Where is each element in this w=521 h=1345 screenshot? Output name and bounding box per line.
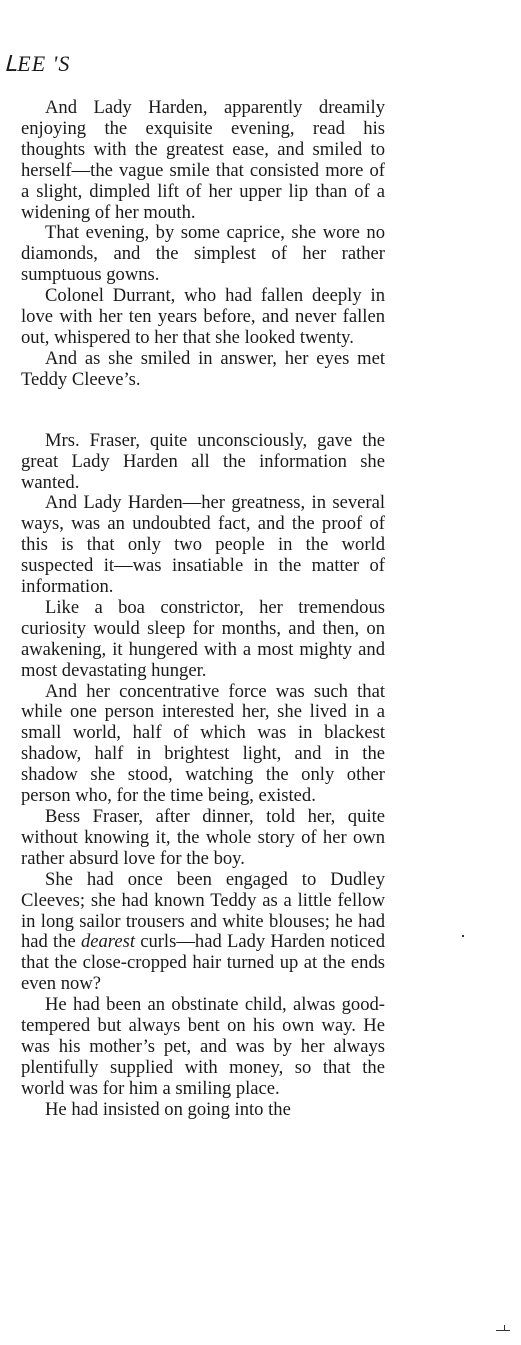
paragraph: That evening, by some caprice, she wore no diamonds, and the simplest of her rather sumptuous gowns.: [21, 222, 385, 286]
paragraph: Colonel Durrant, who had fallen deeply in love with her ten years before, and never fallen out, whispered to her that she looked twenty.: [21, 285, 385, 348]
italic-text: dearest: [80, 931, 135, 953]
paragraph: And as she smiled in answer, her eyes met Teddy Cleeve’s.: [21, 347, 385, 390]
paragraph-text: She had once been engaged to Dudley Cleeves; she had known Teddy as a little fellow in long sailor trousers and white blouses; he had had the: [21, 868, 385, 953]
paragraph: And her concentrative force was such that while one person interested her, she lived in a small world, half of which was in blackest shadow, half in brightest light, and in the shadow she stood, watching the only other person who, for the time being, existed.: [21, 680, 385, 807]
paragraph: He had insisted on going into the: [45, 1098, 291, 1120]
paragraph: And Lady Harden, apparently dreamily enjoying the exquisite evening, read his thoughts with the greatest ease, and smiled to herself—the vague smile that consisted more of a slight, dimpled lift of her upper lip than of a widening of her mouth.: [21, 97, 385, 223]
paragraph-text: curls—had Lady Harden noticed that the close-cropped hair turned up at the ends even now?: [21, 931, 385, 995]
paragraph: He had been an obstinate child, alwas good-tempered but always bent on his own way. He was his mother’s pet, and was by her always plentifully supplied with money, so that the world was for him a smiling place.: [21, 994, 385, 1099]
scan-speck: [504, 1325, 505, 1330]
paragraph: Mrs. Fraser, quite unconsciously, gave the great Lady Harden all the information she wanted.: [21, 429, 385, 493]
paragraph: Bess Fraser, after dinner, told her, quite without knowing it, the whole story of her own rather absurd love for the boy.: [21, 806, 385, 869]
paragraph: And Lady Harden—her greatness, in several ways, was an undoubted fact, and the proof of this is that only two people in the world suspected it—was insatiable in the matter of information.: [21, 492, 385, 598]
scan-speck: [496, 1330, 510, 1331]
paragraph: Like a boa constrictor, her tremendous curiosity would sleep for months, and then, on awakening, it hungered with a most mighty and most devastating hunger.: [21, 596, 385, 681]
paragraph: [21, 870, 385, 995]
text-column: [21, 98, 385, 1121]
scan-speck: [462, 935, 464, 937]
running-head: ᒪEE 'S: [4, 51, 71, 76]
